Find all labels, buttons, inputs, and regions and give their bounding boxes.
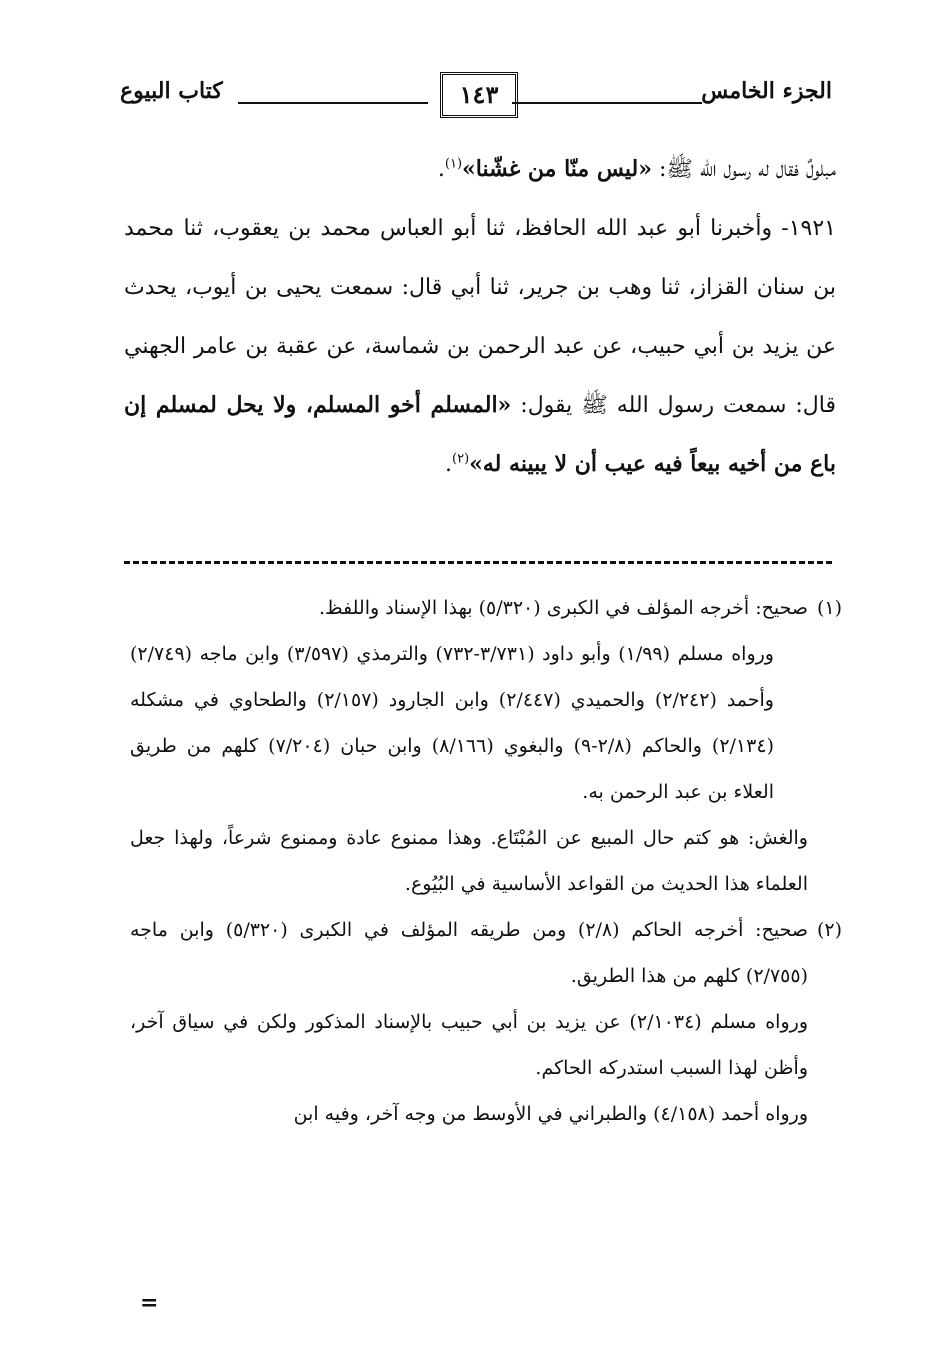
- footnote-1: [130, 585, 842, 907]
- main-line-1-text: مبلولٌ فقال له رسول الله ﷺ:: [652, 157, 836, 182]
- footnotes-section: [130, 585, 842, 1137]
- header-rule-left: [238, 102, 428, 104]
- header-rule-right: [512, 102, 702, 104]
- continuation-mark: =: [140, 1290, 159, 1316]
- main-text: [124, 140, 836, 494]
- footnote-2: [130, 907, 842, 1137]
- header-book-title: كتاب البيوع: [120, 78, 223, 104]
- footnote-2-line-2: ورواه مسلم (٢/١٠٣٤) عن يزيد بن أبي حبيب بالإسناد المذكور ولكن في سياق آخر، وأظن لهذا السبب استدركه الحاكم.: [130, 1011, 808, 1079]
- paragraph-1921: ١٩٢١- وأخبرنا أبو عبد الله الحافظ، ثنا أبو العباس محمد بن يعقوب، ثنا محمد بن سنان القزاز، ثنا وهب بن جرير، ثنا أبي قال: سمعت يحيى بن أيوب، يحدث عن يزيد بن أبي حبيب، عن عبد الرحمن بن شماسة، عن عقبة بن عامر الجهني قال: سمعت رسول الله ﷺ يقول: «المسلم أخو المسلم، ولا يحل لمسلم إن باع من أخيه بيعاً فيه عيب أن لا يبينه له»$^{(٢)}$.: [124, 216, 836, 477]
- footnote-ref-1: (١): [444, 156, 463, 172]
- footnote-2-number: (٢): [816, 919, 842, 941]
- footnote-2-line-3: ورواه أحمد (٤/١٥٨) والطبراني في الأوسط من وجه آخر، وفيه ابن: [293, 1103, 808, 1125]
- footnote-1-number: (١): [816, 597, 842, 619]
- main-line-1: مبلولٌ فقال له رسول الله ﷺ: «ليس منّا من غشّنا»$^{(١)}$.: [437, 156, 836, 182]
- hadith-text-1921: «المسلم أخو المسلم، ولا يحل لمسلم إن باع من أخيه بيعاً فيه عيب أن لا يبينه له»: [124, 392, 836, 477]
- page-header: [120, 66, 832, 126]
- hadith-text-1: «ليس منّا من غشّنا»: [462, 156, 653, 182]
- footnote-1-line-1: صحيح: أخرجه المؤلف في الكبرى (٥/٣٢٠) بهذا الإسناد واللفظ.: [318, 597, 808, 619]
- page-number-box: ١٤٣: [440, 72, 518, 118]
- footnote-2-line-1: صحيح: أخرجه الحاكم (٢/٨) ومن طريقه المؤلف في الكبرى (٥/٣٢٠) وابن ماجه (٢/٧٥٥) كلهم من هذا الطريق.: [130, 919, 808, 987]
- footnote-1-line-2: ورواه مسلم (١/٩٩) وأبو داود (٣/٧٣١-٧٣٢) والترمذي (٣/٥٩٧) وابن ماجه (٢/٧٤٩) وأحمد (٢/٢٤٢) والحميدي (٢/٤٤٧) وابن الجارود (٢/١٥٧) والطحاوي في مشكله (٢/١٣٤) والحاكم (٢/٨-٩) والبغوي (٨/١٦٦) وابن حبان (٧/٢٠٤) كلهم من طريق العلاء بن عبد الرحمن به.: [130, 643, 774, 803]
- header-part-title: الجزء الخامس: [701, 78, 832, 104]
- paragraph-1921-text: ١٩٢١- وأخبرنا أبو عبد الله الحافظ، ثنا أبو العباس محمد بن يعقوب، ثنا محمد بن سنان القزاز، ثنا وهب بن جرير، ثنا أبي قال: سمعت يحيى بن أيوب، يحدث عن يزيد بن أبي حبيب، عن عبد الرحمن بن شماسة، عن عقبة بن عامر الجهني قال: سمعت رسول الله ﷺ يقول:: [124, 216, 836, 418]
- footnote-ref-2: (٢): [452, 451, 470, 467]
- footnote-divider: [124, 561, 832, 564]
- footnote-1-line-3: والغش: هو كتم حال المبيع عن المُبْتَاع. وهذا ممنوع عادة وممنوع شرعاً، ولهذا جعل العلماء هذا الحديث من القواعد الأساسية في البُيُوع.: [130, 827, 808, 895]
